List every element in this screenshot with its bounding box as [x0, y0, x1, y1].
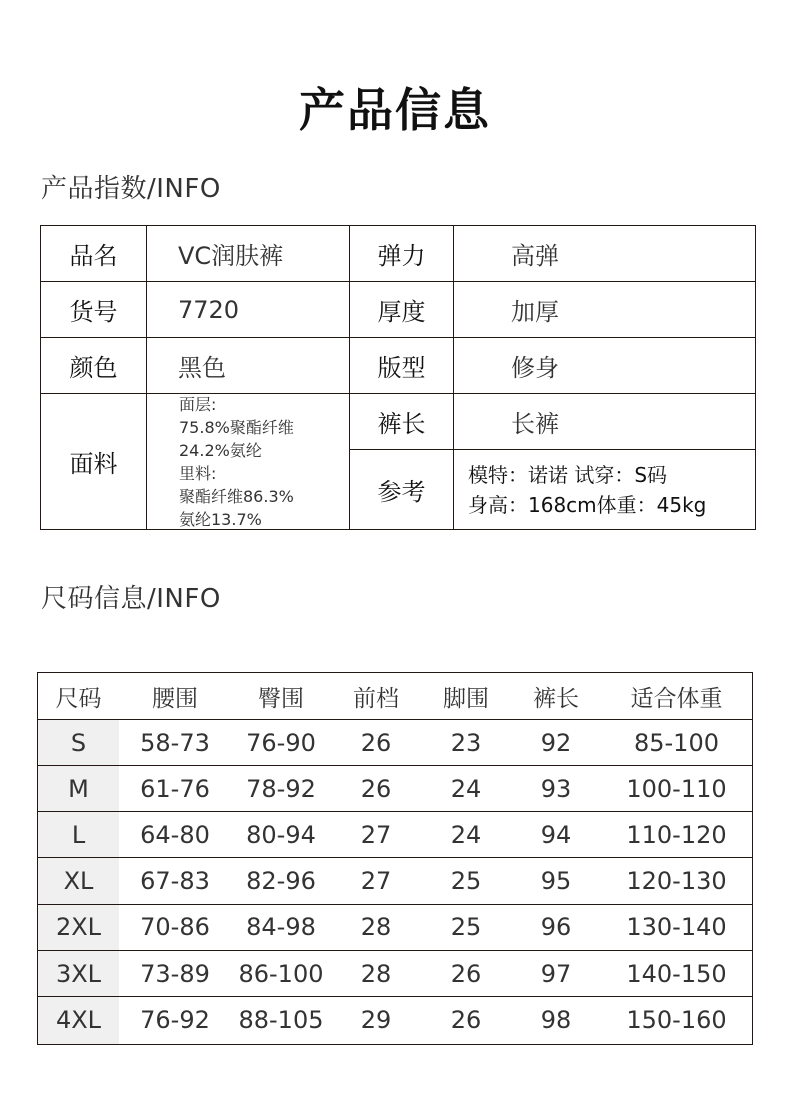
- header-weight: 适合体重: [630, 685, 723, 712]
- reference-label: 参考: [350, 450, 454, 529]
- cell-leg-opening: 25: [450, 913, 482, 942]
- cell-weight: 120-130: [626, 867, 727, 896]
- cell-size: 4XL: [55, 1006, 102, 1035]
- fabric-label: 面料: [41, 394, 147, 529]
- page-title: 产品信息: [299, 83, 491, 137]
- header-leg-opening: 脚围: [443, 685, 489, 712]
- size-row-s: [38, 720, 752, 766]
- cell-waist: 58-73: [140, 728, 210, 757]
- product-info-heading: 产品指数/INFO: [41, 174, 221, 204]
- item-number-label: 货号: [41, 282, 147, 338]
- length-value: 长裤: [454, 394, 755, 450]
- fabric-line: 面层:: [179, 394, 217, 414]
- cell-hip: 78-92: [246, 774, 316, 803]
- header-waist: 腰围: [152, 685, 198, 712]
- cell-size: M: [68, 774, 89, 803]
- thickness-value: 加厚: [454, 282, 755, 338]
- cell-front-rise: 27: [360, 820, 392, 849]
- fabric-line: 聚酯纤维86.3%: [179, 486, 294, 506]
- fabric-value: [147, 394, 350, 529]
- cell-size: XL: [63, 867, 94, 896]
- cell-hip: 88-105: [238, 1006, 324, 1035]
- size-table: [37, 672, 753, 1045]
- product-info-table: [40, 225, 756, 530]
- color-value: 黑色: [147, 338, 350, 394]
- size-row-2xl: [38, 905, 752, 951]
- cell-leg-opening: 23: [450, 728, 482, 757]
- cell-waist: 61-76: [140, 774, 210, 803]
- cell-front-rise: 29: [360, 1006, 392, 1035]
- cell-length: 97: [540, 959, 572, 988]
- cell-leg-opening: 26: [450, 1006, 482, 1035]
- cell-waist: 73-89: [140, 959, 210, 988]
- cell-length: 95: [540, 867, 572, 896]
- cell-weight: 110-120: [626, 820, 727, 849]
- size-row-xl: [38, 859, 752, 905]
- fit-value: 修身: [454, 338, 755, 394]
- length-label: 裤长: [350, 394, 454, 450]
- cell-weight: 85-100: [633, 728, 719, 757]
- cell-front-rise: 28: [360, 913, 392, 942]
- reference-model-line: 模特：诺诺 试穿：S码: [468, 462, 668, 487]
- cell-hip: 82-96: [246, 867, 316, 896]
- cell-leg-opening: 24: [450, 820, 482, 849]
- cell-length: 98: [540, 1006, 572, 1035]
- cell-waist: 76-92: [140, 1006, 210, 1035]
- cell-weight: 150-160: [626, 1006, 727, 1035]
- cell-size: 3XL: [55, 959, 102, 988]
- size-row-m: [38, 766, 752, 812]
- cell-hip: 86-100: [238, 959, 324, 988]
- size-info-heading: 尺码信息/INFO: [41, 584, 221, 614]
- elastic-value: 高弹: [454, 226, 755, 282]
- cell-leg-opening: 26: [450, 959, 482, 988]
- cell-hip: 80-94: [246, 820, 316, 849]
- cell-length: 96: [540, 913, 572, 942]
- cell-size: L: [71, 820, 86, 849]
- cell-waist: 67-83: [140, 867, 210, 896]
- name-label: 品名: [41, 226, 147, 282]
- fit-label: 版型: [350, 338, 454, 394]
- size-row-3xl: [38, 951, 752, 997]
- reference-value: [454, 450, 755, 529]
- elastic-label: 弹力: [350, 226, 454, 282]
- cell-weight: 140-150: [626, 959, 727, 988]
- cell-waist: 70-86: [140, 913, 210, 942]
- size-table-header: [38, 673, 752, 720]
- cell-weight: 130-140: [626, 913, 727, 942]
- header-hip: 臀围: [258, 685, 304, 712]
- size-row-4xl: [38, 997, 752, 1043]
- cell-length: 93: [540, 774, 572, 803]
- cell-leg-opening: 24: [450, 774, 482, 803]
- item-number-value: 7720: [147, 282, 350, 338]
- cell-waist: 64-80: [140, 820, 210, 849]
- cell-front-rise: 26: [360, 728, 392, 757]
- cell-front-rise: 26: [360, 774, 392, 803]
- cell-length: 92: [540, 728, 572, 757]
- cell-size: 2XL: [55, 913, 102, 942]
- cell-front-rise: 27: [360, 867, 392, 896]
- header-length: 裤长: [533, 685, 579, 712]
- color-label: 颜色: [41, 338, 147, 394]
- cell-hip: 76-90: [246, 728, 316, 757]
- fabric-line: 24.2%氨纶: [179, 440, 262, 460]
- thickness-label: 厚度: [350, 282, 454, 338]
- name-value: VC润肤裤: [147, 226, 350, 282]
- cell-size: S: [70, 728, 87, 757]
- fabric-line: 75.8%聚酯纤维: [179, 417, 294, 437]
- fabric-line: 氨纶13.7%: [179, 509, 262, 529]
- header-front-rise: 前档: [353, 685, 399, 712]
- cell-leg-opening: 25: [450, 867, 482, 896]
- cell-hip: 84-98: [246, 913, 316, 942]
- header-size: 尺码: [55, 685, 102, 712]
- cell-weight: 100-110: [626, 774, 727, 803]
- reference-body-line: 身高：168cm体重：45kg: [468, 492, 707, 517]
- size-row-l: [38, 812, 752, 858]
- fabric-line: 里料:: [179, 463, 217, 483]
- cell-length: 94: [540, 820, 572, 849]
- cell-front-rise: 28: [360, 959, 392, 988]
